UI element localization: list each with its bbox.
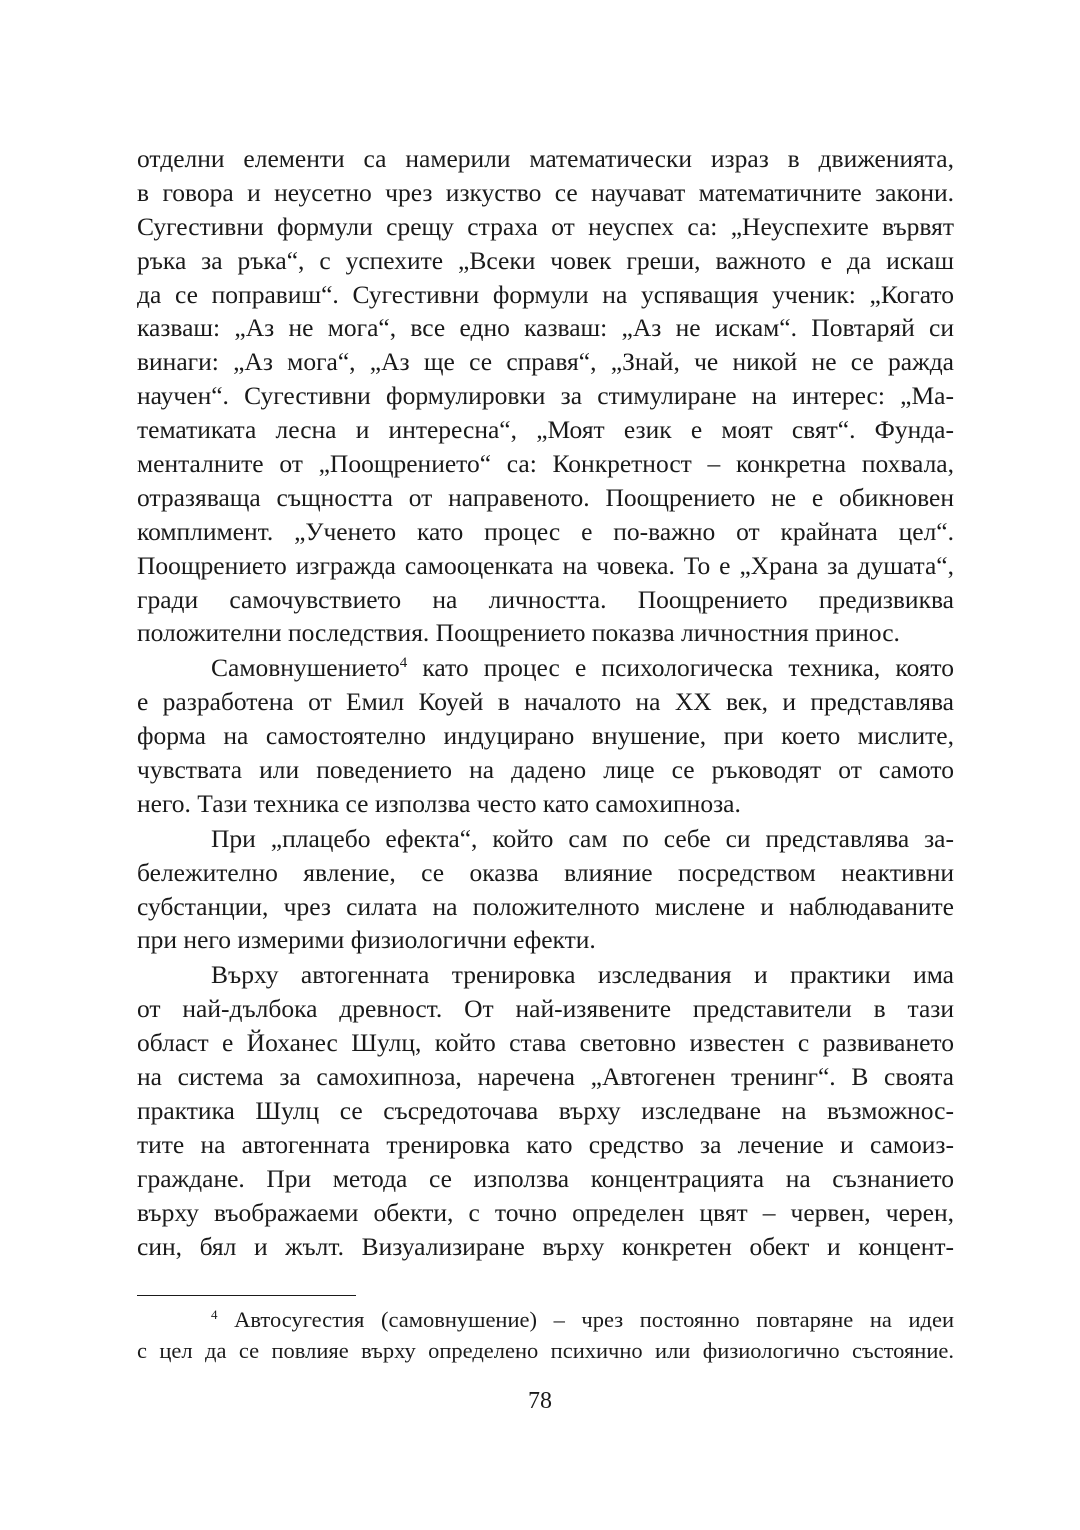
text-line: от най-дълбока древност. От най-изявените представители в тази <box>137 994 954 1024</box>
footnote-text: Автосугестия (самовнушение) – чрез постоянно повтаряне на идеи <box>234 1307 955 1332</box>
text-line: ръка за ръка“, с успехите „Всеки човек греши, важното е да искаш <box>137 245 954 275</box>
footnote-line <box>137 1304 954 1335</box>
text-fragment: Самовнушението <box>211 653 400 683</box>
text-line: Поощрението изгражда самооценката на човека. То е „Храна за душата“, <box>137 550 954 580</box>
text-line: отделни елементи са намерили математически израз в движенията, <box>137 144 954 173</box>
text-line: при него измерими физиологични ефекти. <box>137 925 596 955</box>
text-line: отразяваща същността от направеното. Поощрението не е обикновен <box>137 482 954 512</box>
text-line: менталните от „Поощрението“ са: Конкретност – конкретна похвала, <box>137 449 954 479</box>
text-line: научен“. Сугестивни формулировки за стимулиране на интерес: „Ма- <box>137 381 954 411</box>
text-line: казваш: „Аз не мога“, все едно казваш: „Аз не искам“. Повтаряй си <box>137 313 954 343</box>
text-line: субстанции, чрез силата на положителното мислене и наблюдаваните <box>137 891 954 921</box>
footnote-line: с цел да се повлияе върху определено психично или физиологично състояние. <box>137 1338 954 1363</box>
page-number: 78 <box>528 1388 552 1414</box>
footnote-separator <box>137 1295 356 1296</box>
text-line: него. Тази техника се използва често като самохипноза. <box>137 788 741 818</box>
text-line: граждане. При метода се използва концентрацията на съзнанието <box>137 1163 954 1193</box>
text-line: бележително явление, се оказва влияние посредством неактивни <box>137 857 954 887</box>
text-line: е разработена от Емил Коуей в началото на XX век, и представлява <box>137 687 954 717</box>
text-line: тите на автогенната тренировка като средство за лечение и самоиз- <box>137 1129 954 1159</box>
text-line: върху въображаеми обекти, с точно определен цвят – червен, черен, <box>137 1197 954 1227</box>
text-line: гради самочувствието на личността. Поощрението предизвиква <box>137 584 954 614</box>
text-line: на система за самохипноза, наречена „Автогенен тренинг“. В своята <box>137 1062 954 1092</box>
footnote-marker: 4 <box>211 1307 218 1322</box>
text-line: винаги: „Аз мога“, „Аз ще се справя“, „Знай, че никой не се ражда <box>137 347 954 377</box>
text-line: област е Йоханес Шулц, който става световно известен с развиването <box>137 1028 954 1058</box>
text-line: комплимент. „Ученето като процес е по-важно от крайната цел“. <box>137 516 954 546</box>
text-line: син, бял и жълт. Визуализиране върху конкретен обект и концент- <box>137 1231 954 1261</box>
text-line: положителни последствия. Поощрението показва личностния принос. <box>137 618 900 648</box>
text-line <box>137 651 954 685</box>
text-line: да се поправиш“. Сугестивни формули на успяващия ученик: „Когато <box>137 279 954 309</box>
footnote-reference: 4 <box>399 655 408 672</box>
text-line: форма на самостоятелно индуцирано внушение, при което мислите, <box>137 721 954 751</box>
text-line: в говора и неусетно чрез изкуство се научават математичните закони. <box>137 177 954 207</box>
text-line: тематиката лесна и интересна“, „Моят език е моят свят“. Фунда- <box>137 415 954 445</box>
body-text <box>137 142 954 1263</box>
text-line: чувствата или поведението на дадено лице се ръководят от самото <box>137 755 954 785</box>
text-line: Върху автогенната тренировка изследвания и практики има <box>211 960 954 990</box>
footnote <box>137 1304 954 1366</box>
text-fragment: като процес е психологическа техника, която <box>407 653 954 683</box>
text-line: Сугестивни формули срещу страха от неуспех са: „Неуспехите вървят <box>137 211 954 241</box>
text-line: При „плацебо ефекта“, който сам по себе си представлява за- <box>211 823 954 853</box>
text-line: практика Шулц се съсредоточава върху изследване на възможнос- <box>137 1095 954 1125</box>
